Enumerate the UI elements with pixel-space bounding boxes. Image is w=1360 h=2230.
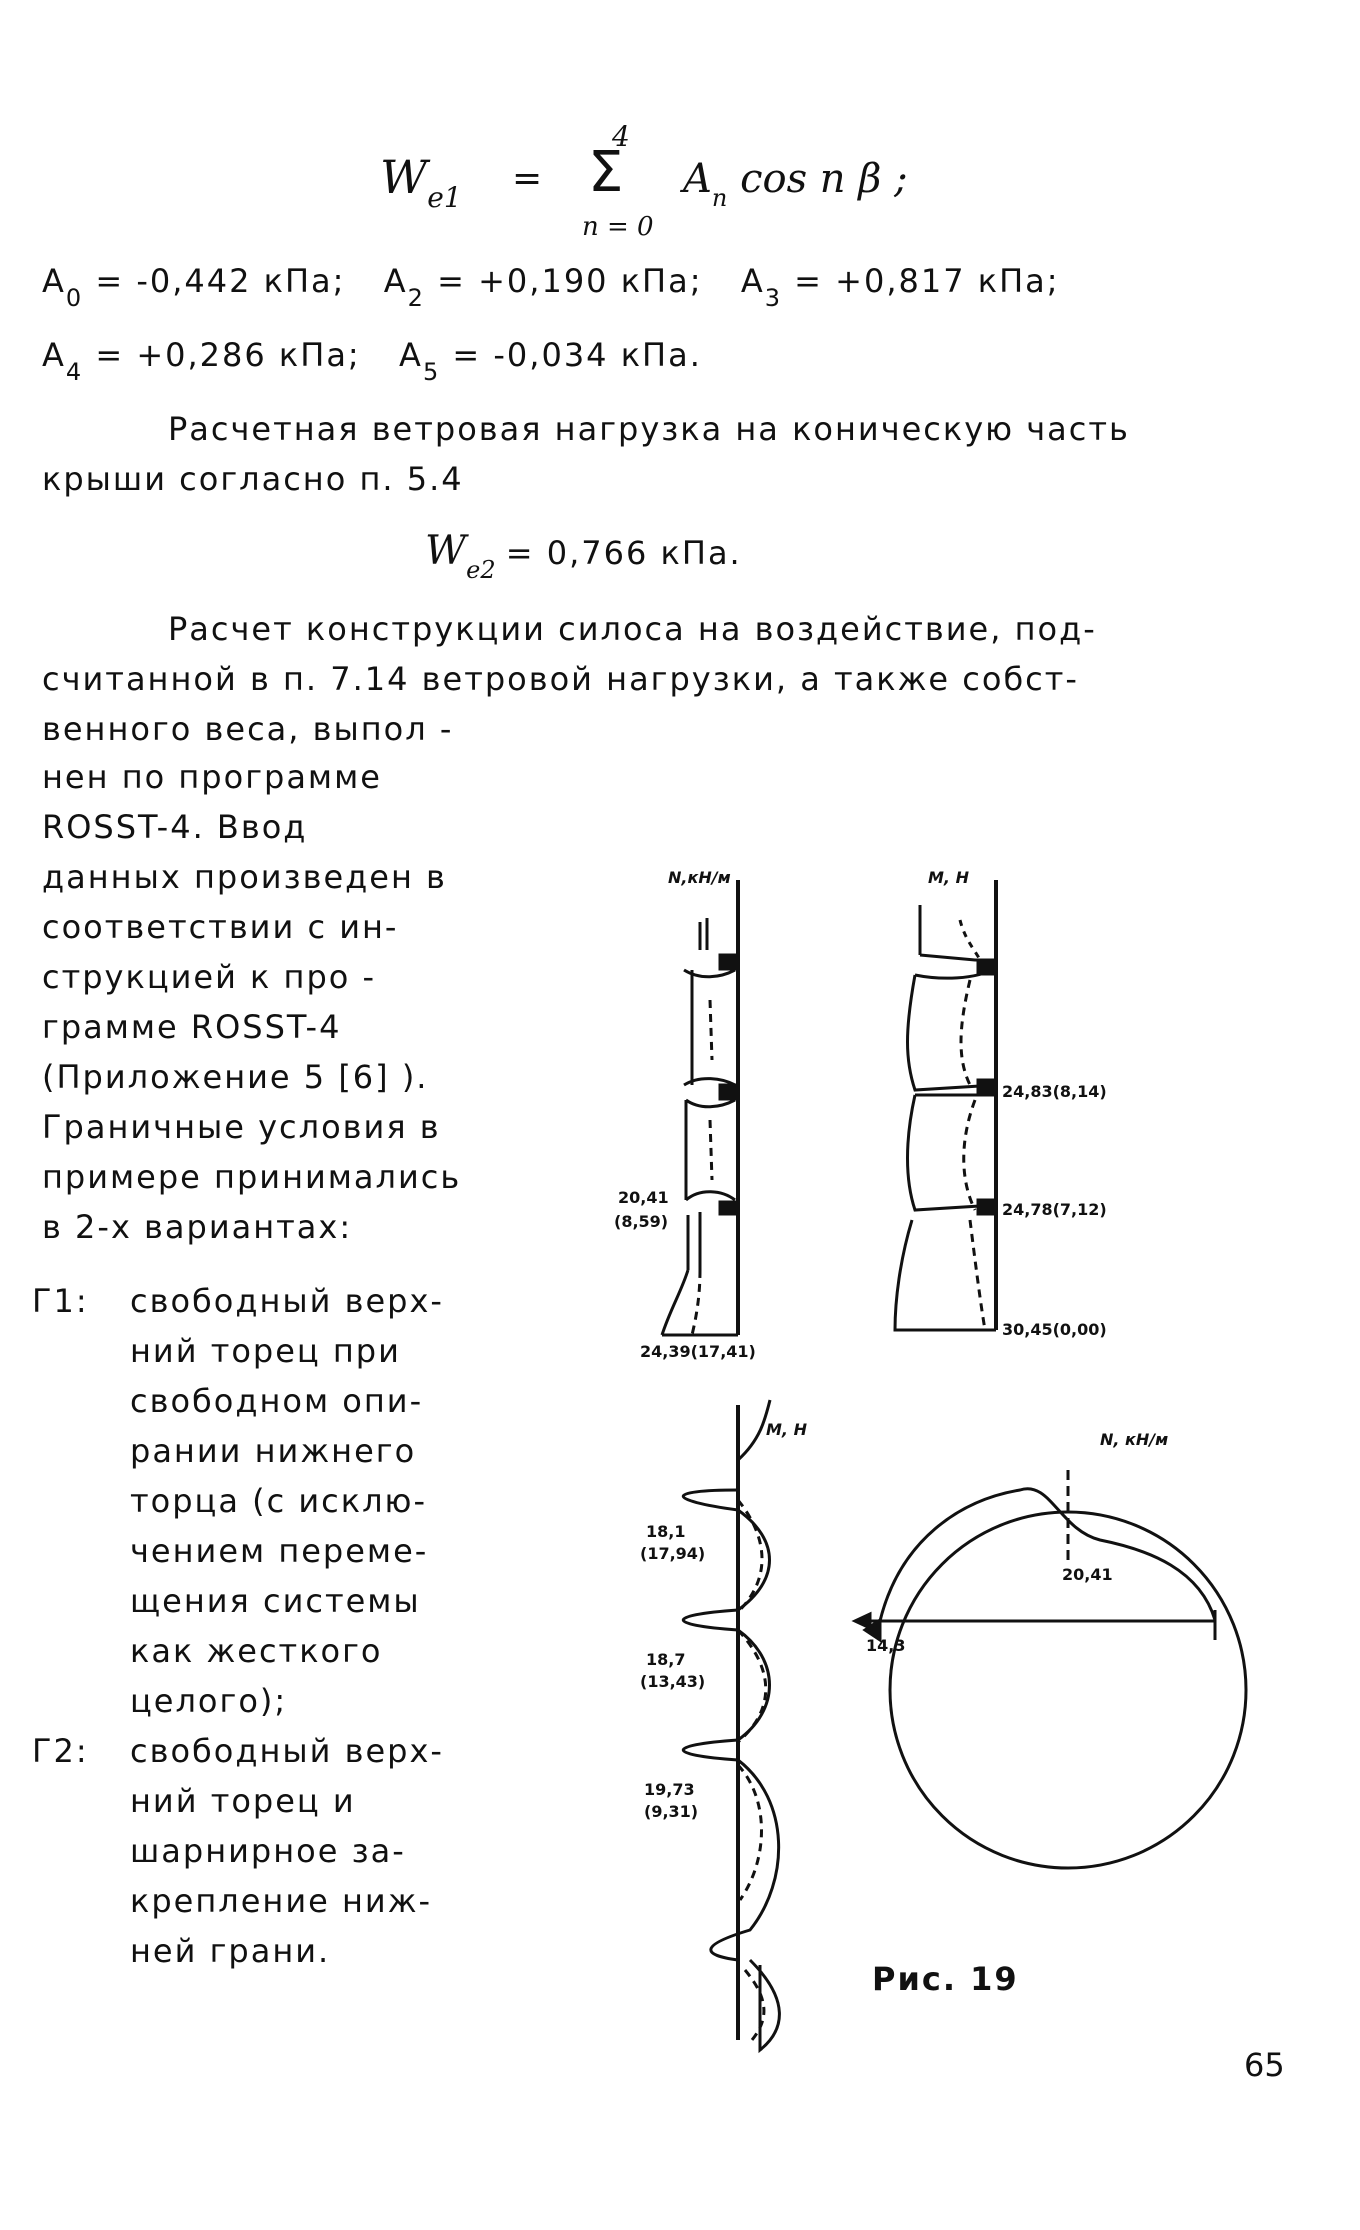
para2-left-10: в 2-х вариантах: xyxy=(42,1208,353,1246)
para2-left-5: струкцией к про - xyxy=(42,958,377,996)
para2-line-3: венного веса, выпол - xyxy=(42,710,454,748)
list-g1-line-2: ний торец при xyxy=(130,1332,401,1370)
list-marker-g2: Г2: xyxy=(32,1732,89,1770)
panel-c-value-3b: (9,31) xyxy=(644,1802,699,1821)
panel-a-diagram xyxy=(662,880,738,1335)
list-g1-line-4: рании нижнего xyxy=(130,1432,417,1470)
formula-2-w-sub: e2 xyxy=(466,556,496,584)
panel-c-value-3: 19,73 xyxy=(644,1780,695,1799)
panel-b-value-1: 24,83(8,14) xyxy=(1002,1082,1107,1101)
list-g1-line-9: целого); xyxy=(130,1682,288,1720)
list-g1-line-7: щения системы xyxy=(130,1582,421,1620)
panel-b-value-2: 24,78(7,12) xyxy=(1002,1200,1107,1219)
formula-1-a-sub: n xyxy=(711,184,728,212)
formula-2-rhs: = 0,766 кПа. xyxy=(505,534,742,572)
coef-a3: $A_3 = +0,817$ кПа; xyxy=(740,262,1060,312)
panel-b-value-3: 30,45(0,00) xyxy=(1002,1320,1107,1339)
formula-1-sum-upper: 4 xyxy=(612,120,630,153)
para2-left-3: данных произведен в xyxy=(42,858,447,896)
formula-1-sum-sign: Σ xyxy=(588,140,624,205)
panel-b-axis-label: M, Н xyxy=(928,868,969,887)
para1-line-2: крыши согласно п. 5.4 xyxy=(42,460,464,498)
para2-left-8: Граничные условия в xyxy=(42,1108,441,1146)
panel-d-axis-label: N, кН/м xyxy=(1100,1430,1169,1449)
formula-1-w: W xyxy=(380,150,428,204)
panel-b-diagram xyxy=(895,880,996,1330)
coef-a2: $A_2 = +0,190$ кПа; xyxy=(383,262,703,312)
panel-c-value-1: 18,1 xyxy=(646,1522,686,1541)
formula-2-w: W xyxy=(425,528,467,574)
panel-a-value-1: 20,41 xyxy=(618,1188,669,1207)
list-marker-g1: Г1: xyxy=(32,1282,89,1320)
para2-left-9: примере принимались xyxy=(42,1158,462,1196)
coef-a5: $A_5 = -0,034$ кПа. xyxy=(399,336,702,386)
para2-left-4: соответствии с ин- xyxy=(42,908,399,946)
panel-c-value-1b: (17,94) xyxy=(640,1544,706,1563)
para2-left-6: грамме ROSST-4 xyxy=(42,1008,342,1046)
list-g1-line-5: торца (с исклю- xyxy=(130,1482,427,1520)
panel-c-value-2: 18,7 xyxy=(646,1650,686,1669)
list-g2-line-3: шарнирное за- xyxy=(130,1832,406,1870)
list-g2-line-2: ний торец и xyxy=(130,1782,356,1820)
panel-d-value-1: 20,41 xyxy=(1062,1565,1113,1584)
formula-1-w-sub: e1 xyxy=(427,181,462,214)
para2-left-1: нен по программе xyxy=(42,758,382,796)
figure-caption: Рис. 19 xyxy=(872,1960,1019,1998)
formula-1-a: A xyxy=(683,156,712,202)
para2-left-2: ROSST-4. Ввод xyxy=(42,808,308,846)
formula-1-tail: cos n β ; xyxy=(740,156,908,202)
panel-d-diagram xyxy=(855,1470,1246,1868)
coef-a0: $A_0 = -0,442$ кПа; xyxy=(42,262,346,312)
para2-line-1: Расчет конструкции силоса на воздействие, под- xyxy=(168,610,1097,648)
list-g1-line-1: свободный верх- xyxy=(130,1282,444,1320)
panel-a-value-2: 24,39(17,41) xyxy=(640,1342,756,1361)
para1-line-1: Расчетная ветровая нагрузка на коническую часть xyxy=(168,410,1130,448)
para2-line-2: считанной в п. 7.14 ветровой нагрузки, а также собст- xyxy=(42,660,1079,698)
list-g1-line-3: свободном опи- xyxy=(130,1382,424,1420)
panel-d-value-2: 14,3 xyxy=(866,1636,906,1655)
list-g1-line-6: чением переме- xyxy=(130,1532,429,1570)
panel-c-diagram xyxy=(683,1400,779,2050)
formula-1-eq: = xyxy=(512,158,543,199)
panel-c-axis-label: M, Н xyxy=(766,1420,807,1439)
list-g2-line-1: свободный верх- xyxy=(130,1732,444,1770)
list-g2-line-4: крепление ниж- xyxy=(130,1882,433,1920)
list-g1-line-8: как жесткого xyxy=(130,1632,383,1670)
list-g2-line-5: ней грани. xyxy=(130,1932,331,1970)
panel-c-value-2b: (13,43) xyxy=(640,1672,706,1691)
page-number: 65 xyxy=(1244,2046,1285,2084)
panel-a-axis-label: N,кН/м xyxy=(668,868,731,887)
panel-a-value-1b: (8,59) xyxy=(614,1212,669,1231)
para2-left-7: (Приложение 5 [6] ). xyxy=(42,1058,429,1096)
coef-a4: $A_4 = +0,286$ кПа; xyxy=(42,336,361,386)
formula-1-sum-lower: n = 0 xyxy=(582,212,654,242)
